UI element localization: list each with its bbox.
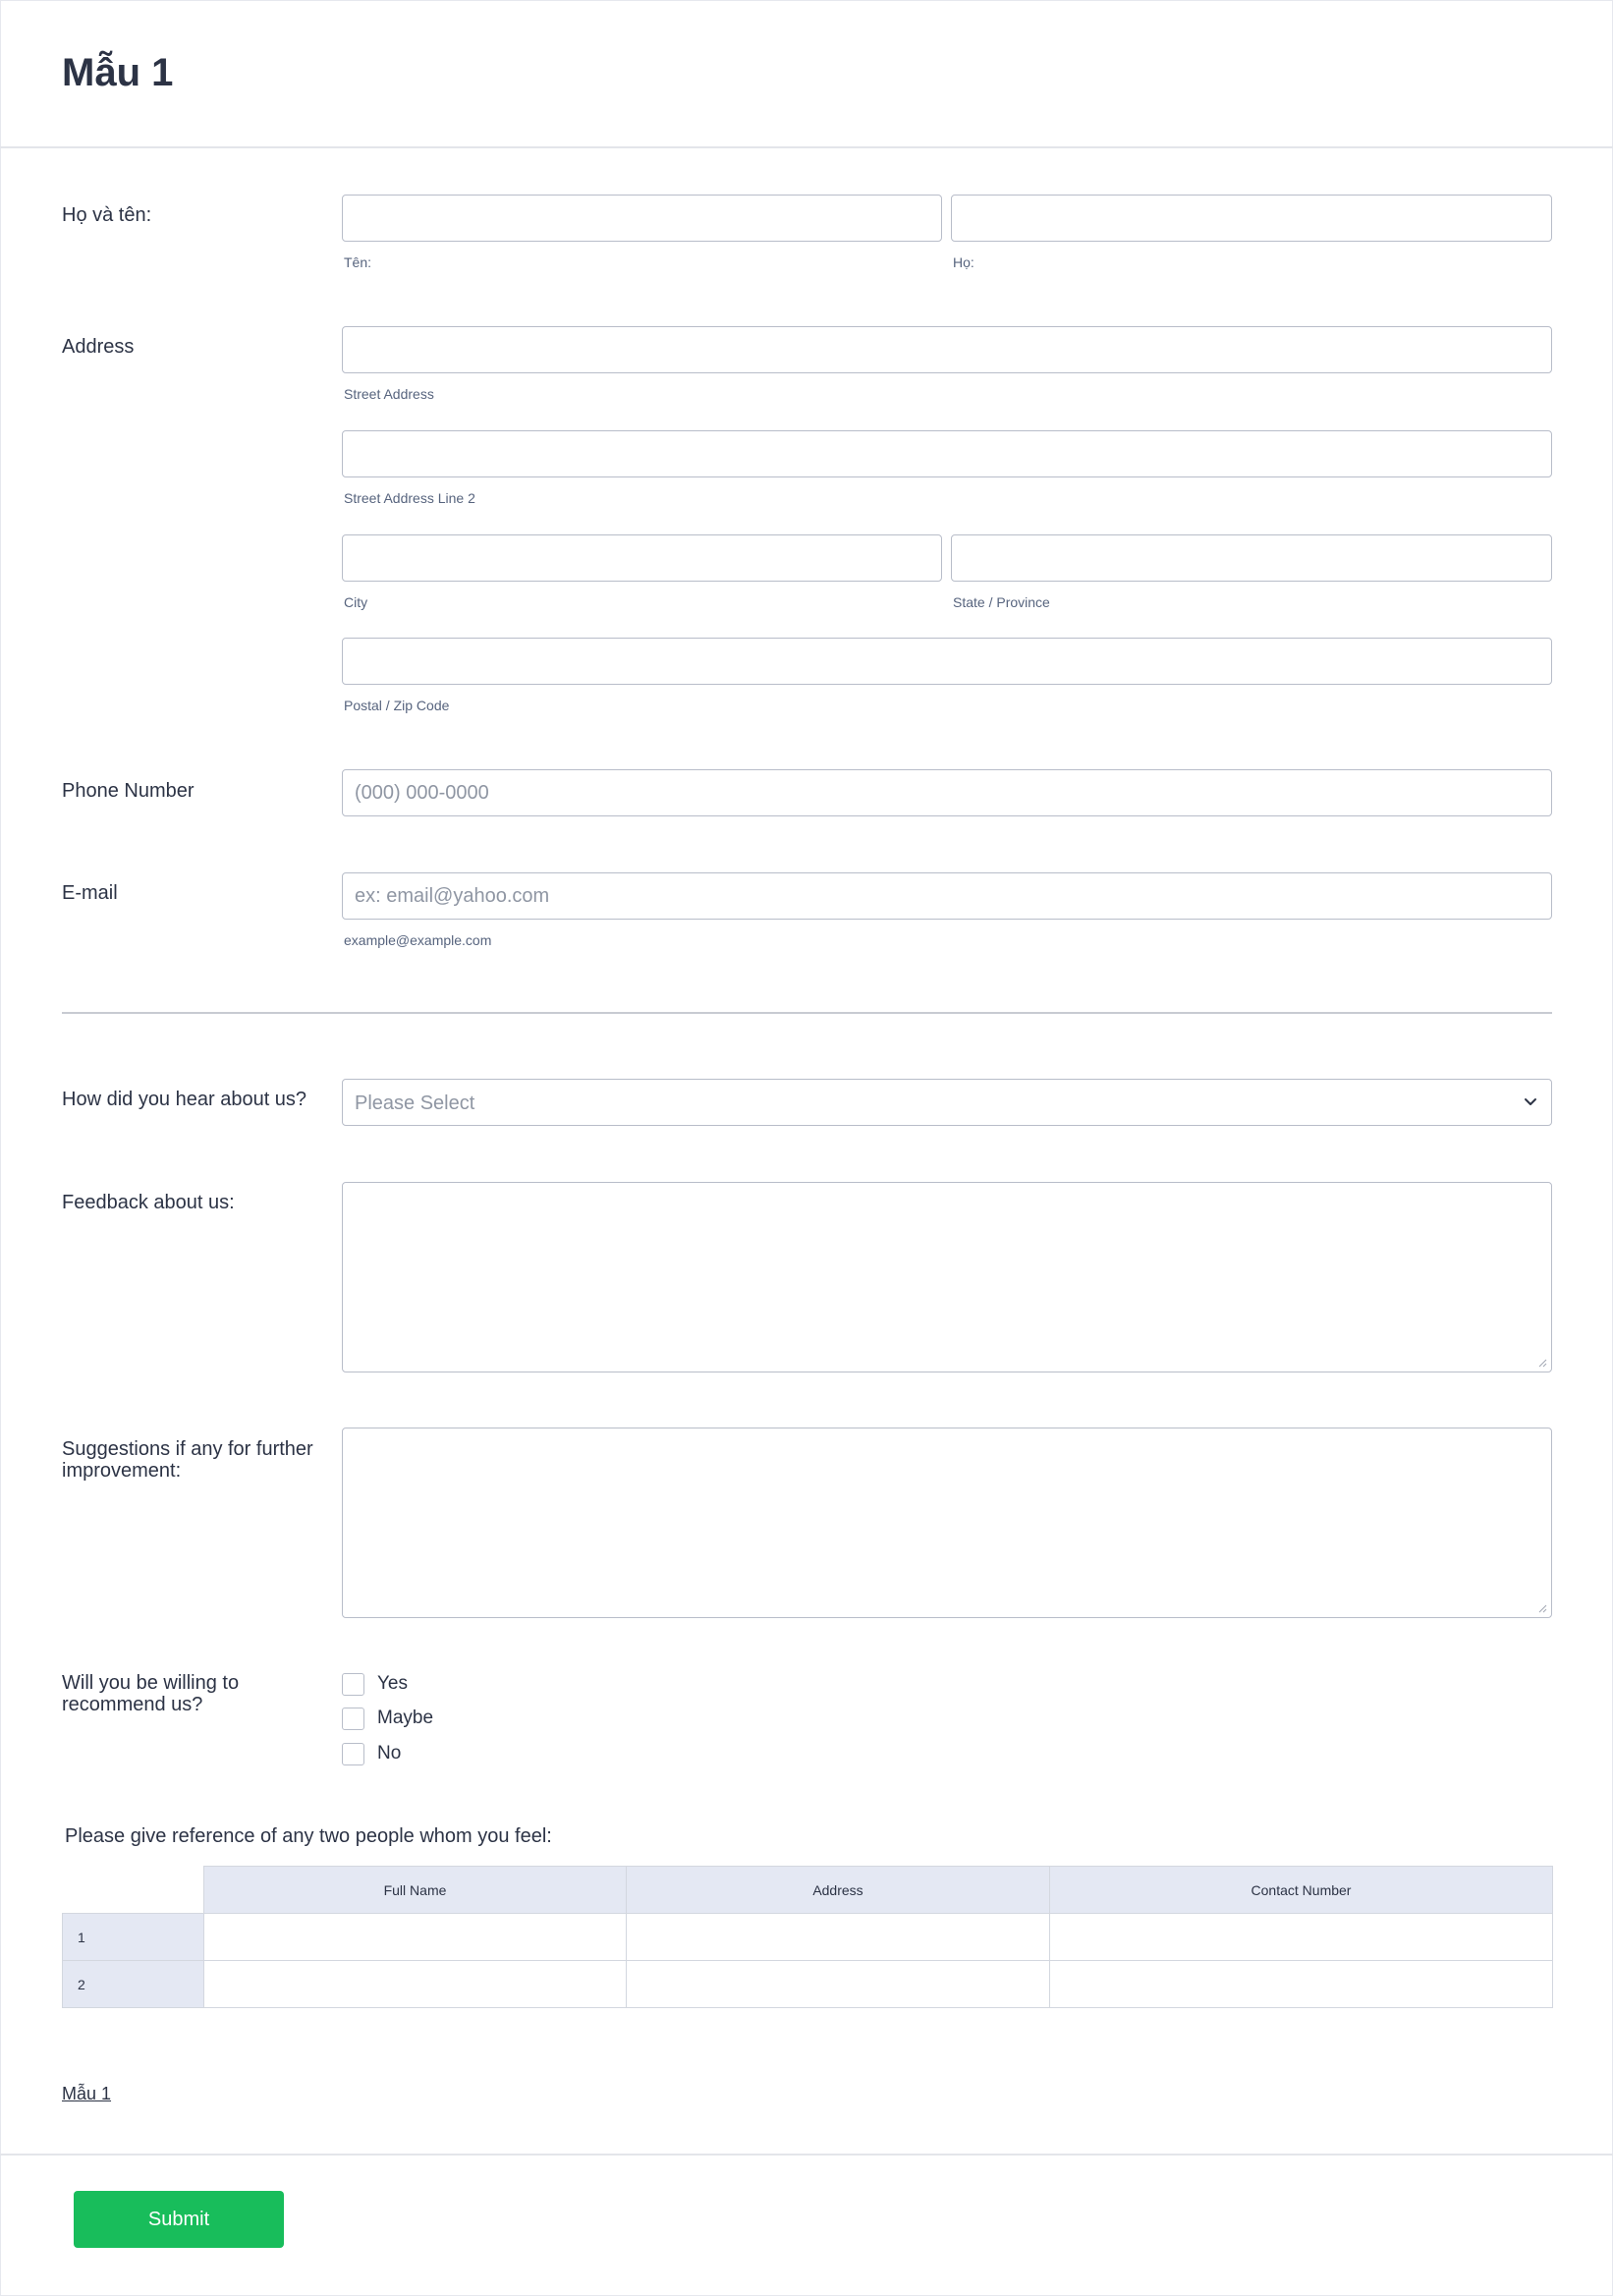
address-label: Address xyxy=(62,336,135,358)
form-header xyxy=(0,0,1613,148)
email-sublabel: example@example.com xyxy=(344,932,492,948)
city-sublabel: City xyxy=(344,594,368,610)
feedback-textarea[interactable] xyxy=(342,1182,1552,1372)
resize-grip-icon[interactable] xyxy=(1537,1358,1547,1368)
matrix-row-header: 2 xyxy=(63,1961,204,2008)
state-province-sublabel: State / Province xyxy=(953,594,1050,610)
fullname-label: Họ và tên: xyxy=(62,204,152,226)
feedback-label: Feedback about us: xyxy=(62,1192,235,1213)
state-province-input[interactable] xyxy=(951,534,1552,582)
matrix-cell-input[interactable] xyxy=(204,1914,627,1961)
suggestions-label: Suggestions if any for further improvement: xyxy=(62,1438,313,1482)
last-name-input[interactable] xyxy=(951,195,1552,242)
matrix-header-row xyxy=(63,1867,1553,1914)
hear-about-select[interactable] xyxy=(342,1079,1552,1126)
resize-grip-icon[interactable] xyxy=(1537,1603,1547,1613)
form-footer-link[interactable]: Mẫu 1 xyxy=(62,2084,112,2103)
reference-matrix-title: Please give reference of any two people whom you feel: xyxy=(65,1825,552,1847)
matrix-cell-input[interactable] xyxy=(204,1961,627,2008)
reference-matrix xyxy=(62,1866,1553,2008)
matrix-row-header: 1 xyxy=(63,1914,204,1961)
email-label: E-mail xyxy=(62,882,118,904)
checkbox-label-no: No xyxy=(377,1743,402,1764)
matrix-column-header: Full Name xyxy=(204,1867,627,1914)
matrix-corner-cell xyxy=(63,1867,204,1914)
first-name-sublabel: Tên: xyxy=(344,254,372,270)
form-title: Mẫu 1 xyxy=(62,51,174,94)
checkbox[interactable] xyxy=(342,1743,364,1765)
submit-button[interactable]: Submit xyxy=(74,2191,284,2248)
street-address-sublabel: Street Address xyxy=(344,386,434,402)
matrix-column-header: Address xyxy=(627,1867,1050,1914)
hear-about-label: How did you hear about us? xyxy=(62,1089,307,1110)
checkbox[interactable] xyxy=(342,1708,364,1730)
matrix-cell-input[interactable] xyxy=(1050,1914,1553,1961)
email-input[interactable] xyxy=(342,872,1552,920)
matrix-cell-input[interactable] xyxy=(627,1961,1050,2008)
hear-about-selected-value: Please Select xyxy=(355,1092,475,1114)
street-address-input[interactable] xyxy=(342,326,1552,373)
matrix-column-header: Contact Number xyxy=(1050,1867,1553,1914)
first-name-input[interactable] xyxy=(342,195,942,242)
street-address-line2-input[interactable] xyxy=(342,430,1552,477)
postal-code-sublabel: Postal / Zip Code xyxy=(344,698,450,713)
postal-code-input[interactable] xyxy=(342,638,1552,685)
phone-label: Phone Number xyxy=(62,780,195,802)
matrix-row xyxy=(63,1914,1553,1961)
section-divider xyxy=(62,1012,1552,1014)
city-input[interactable] xyxy=(342,534,942,582)
matrix-row xyxy=(63,1961,1553,2008)
checkbox-label-maybe: Maybe xyxy=(377,1708,434,1728)
last-name-sublabel: Họ: xyxy=(953,254,974,270)
phone-input[interactable] xyxy=(342,769,1552,816)
checkbox-label-yes: Yes xyxy=(377,1673,408,1694)
chevron-down-icon xyxy=(1520,1092,1541,1113)
street-address-line2-sublabel: Street Address Line 2 xyxy=(344,490,475,506)
checkbox[interactable] xyxy=(342,1673,364,1696)
matrix-cell-input[interactable] xyxy=(1050,1961,1553,2008)
suggestions-textarea[interactable] xyxy=(342,1428,1552,1618)
matrix-cell-input[interactable] xyxy=(627,1914,1050,1961)
recommend-label: Will you be willing to recommend us? xyxy=(62,1672,240,1715)
